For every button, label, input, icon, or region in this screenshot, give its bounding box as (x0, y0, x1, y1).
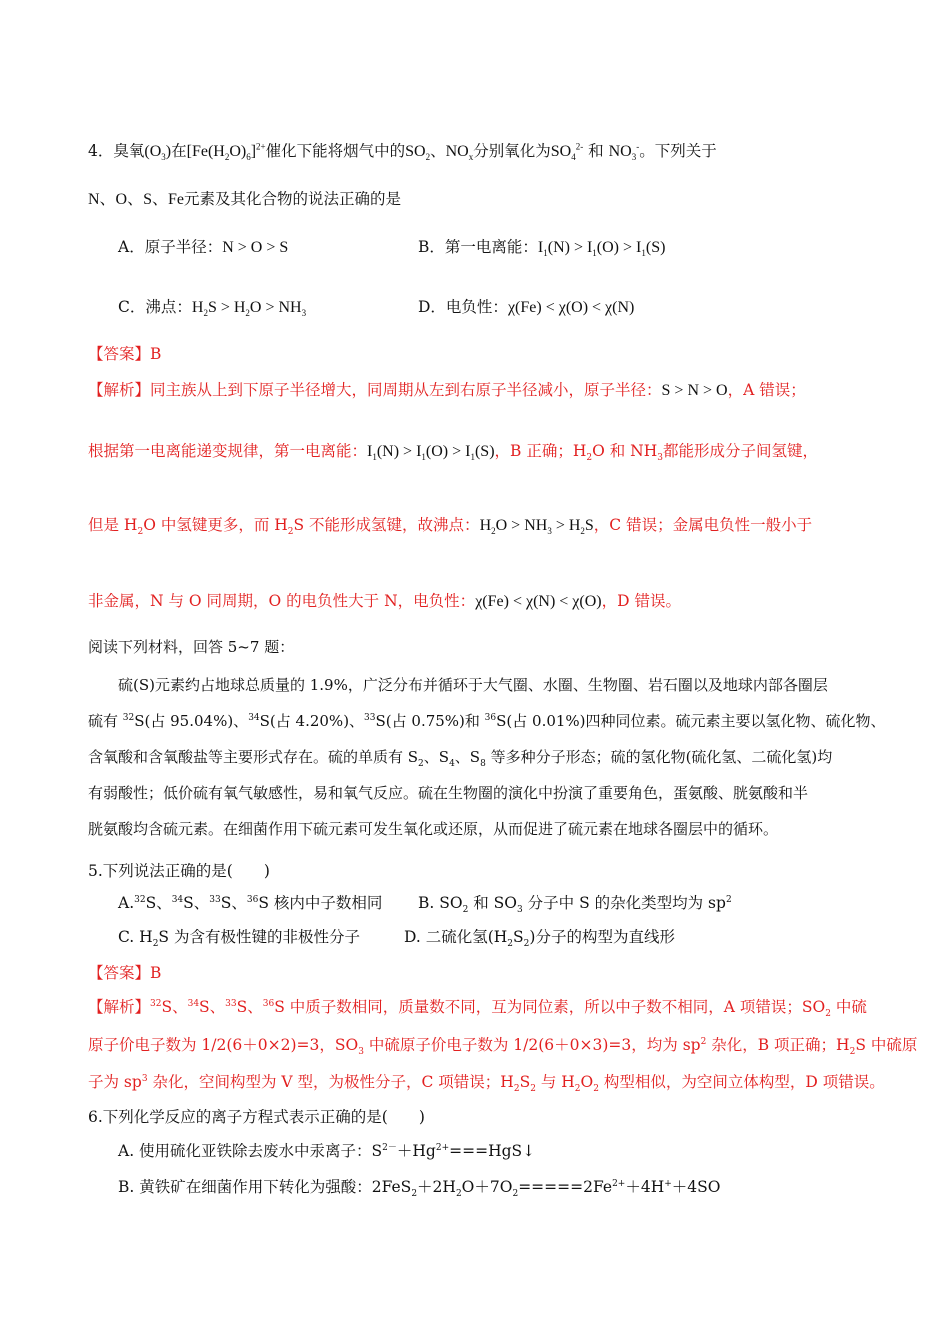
reading-line: 硫有 $^{32}$S(占 95.04%)、$^{34}$S(占 4.20%)、$^{33}$S(占 0.75%)和 $^{36}$S(占 0.01%)四种同位素。硫元素主要以氢化物、硫化物、 (88, 712, 886, 730)
reading-line: 胱氨酸均含硫元素。在细菌作用下硫元素可发生氧化或还原，从而促进了硫元素在地球各圈层中的循环。 (88, 820, 779, 838)
reading-passage (88, 667, 886, 847)
q6-option-b: B. 黄铁矿在细菌作用下转化为强酸：$2FeS_2+2H_2O+7O_2=====2Fe^{2+}+4H^++4SO$ (118, 1178, 721, 1200)
reading-line: 含氧酸和含氧酸盐等主要形式存在。硫的单质有 $S_2$、$S_4$、$S_8$ 等多种分子形态；硫的氢化物(硫化氢、二硫化氢)均 (88, 748, 833, 769)
q4-explanation-2: 根据第一电离能递变规律，第一电离能：$I_1(N) > I_1(O) > I_1(S)$，B 正确；$H_2O$ 和 $NH_3$都能形成分子间氢键， (88, 442, 819, 464)
q6-option-a: A. 使用硫化亚铁除去废水中汞离子：$S^{2-}+Hg^{2+}===HgS↓$ (118, 1142, 536, 1160)
q5-option-d: D. 二硫化氢$(H_2S_2)$分子的构型为直线形 (404, 928, 675, 950)
q5-answer: 【答案】B (88, 964, 162, 982)
q5-option-a: A.$^{32}$S、$^{34}$S、$^{33}$S、$^{36}$S 核内中子数相同 (118, 894, 383, 912)
q4-option-d: D．电负性：χ(Fe) < χ(O) < χ(N) (418, 298, 635, 316)
reading-intro: 阅读下列材料，回答 5~7 题： (88, 638, 295, 656)
q5-option-c: C. $H_2S$ 为含有极性键的非极性分子 (118, 928, 360, 950)
q4-explanation-4: 非金属，N 与 O 同周期，O 的电负性大于 N，电负性：χ(Fe) < χ(N) < χ(O)，D 错误。 (88, 592, 681, 610)
q5-explanation-2: 原子价电子数为 1/2(6＋0×2)=3，$SO_3$ 中硫原子价电子数为 1/2(6＋0×3)=3，均为 $sp^2$ 杂化，B 项正确；$H_2S$ 中硫原 (88, 1036, 918, 1058)
q6-stem: 6.下列化学反应的离子方程式表示正确的是( ) (88, 1108, 425, 1126)
q5-stem: 5.下列说法正确的是( ) (88, 862, 270, 880)
q4-explanation-3: 但是 $H_2O$ 中氢键更多，而 $H_2S$ 不能形成氢键，故沸点：$H_2O > NH_3 > H_2S$，C 错误；金属电负性一般小于 (88, 516, 813, 538)
q4-stem-line2: N、O、S、Fe元素及其化合物的说法正确的是 (88, 190, 402, 208)
q4-option-b: B．第一电离能：$I_1(N) > I_1(O) > I_1(S)$ (418, 238, 666, 259)
q4-answer: 【答案】B (88, 345, 162, 363)
q5-explanation-3: 子为 $sp^3$ 杂化，空间构型为 V 型，为极性分子，C 项错误；$H_2S_2$ 与 $H_2O_2$ 构型相似，为空间立体构型，D 项错误。 (88, 1073, 885, 1095)
q5-option-b: B. $SO_2$ 和 $SO_3$ 分子中 S 的杂化类型均为 $sp^2$ (418, 894, 732, 916)
reading-line: 有弱酸性；低价硫有氧气敏感性，易和氧气反应。硫在生物圈的演化中扮演了重要角色，蛋氨酸、胱氨酸和半 (88, 784, 809, 802)
q4-option-c: C．沸点：$H_2S > H_2O > NH_3$ (118, 298, 307, 319)
q4-explanation-1: 【解析】同主族从上到下原子半径增大，同周期从左到右原子半径减小，原子半径：S > N > O，A 错误； (88, 381, 806, 399)
q4-option-a: A．原子半径：N > O > S (118, 238, 289, 256)
reading-line: 硫(S)元素约占地球总质量的 1.9%，广泛分布并循环于大气圈、水圈、生物圈、岩石圈以及地球内部各圈层 (88, 676, 828, 694)
q5-explanation-1: 【解析】$^{32}$S、$^{34}$S、$^{33}$S、$^{36}$S 中质子数相同，质量数不同，互为同位素，所以中子数不相同，A 项错误；$SO_2$ 中硫 (88, 998, 867, 1020)
q4-stem-line1: 4．臭氧$(O_3)$在$[Fe(H_2O)_6]^{2+}$催化下能将烟气中的$SO_2$、$NO_x$分别氧化为$SO_4^{2-}$ 和 $NO_3^-$。下列关于 (88, 141, 717, 163)
